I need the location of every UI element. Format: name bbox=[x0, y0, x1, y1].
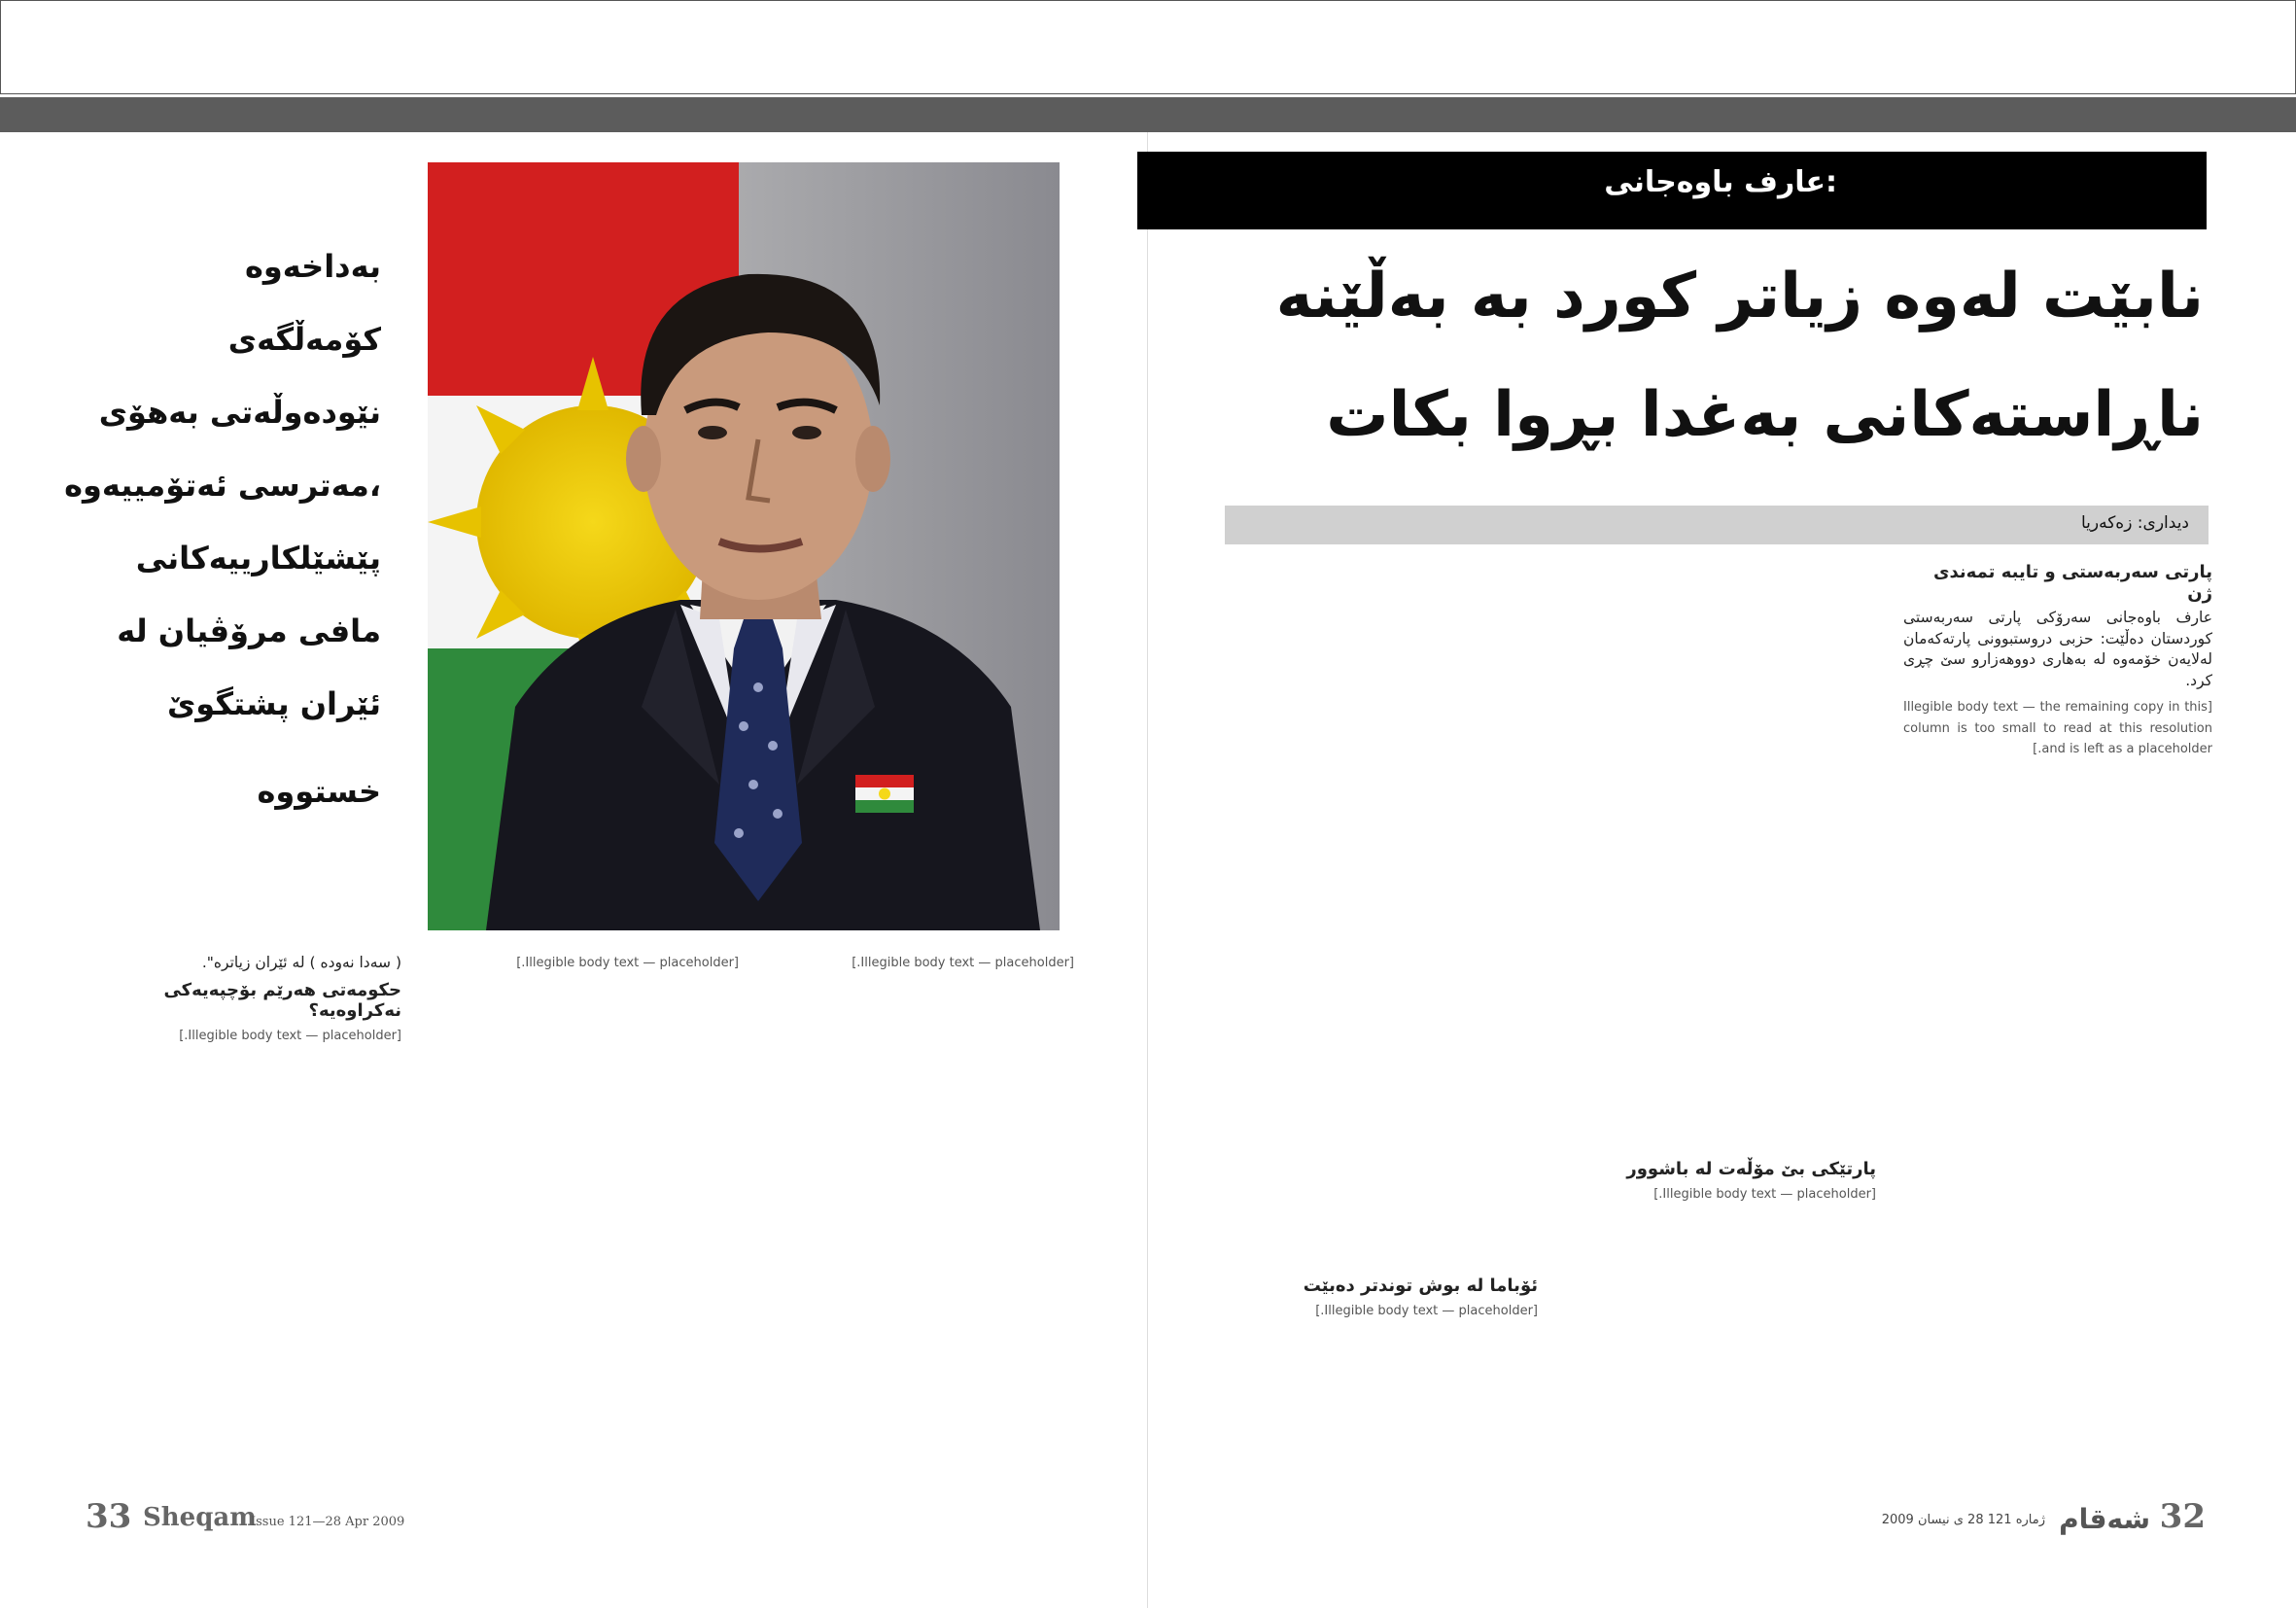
pull-quote-line: پێشێلکارییەکانی bbox=[135, 540, 381, 577]
magazine-name-kurdish: شەقام bbox=[2059, 1503, 2150, 1535]
headline-line-2: ناڕاستەکانی بەغدا بڕوا بکات bbox=[1326, 379, 2204, 451]
column-subheading: حکومەتی هەرێم بۆچپەیەکی نەکراوەیە؟ bbox=[163, 979, 401, 1021]
issue-label: ژمارە bbox=[2015, 1513, 2045, 1527]
column-subheading: پارتی سەربەستی و تایبە تمەندی ژن bbox=[1933, 562, 2212, 604]
paragraph: عارف باوەجانی سەرۆکی پارتی سەربەستی کوردستان دەڵێت: حزبی دروستبوونی پارتەکەمان لەلایەن خۆمەوە لە بەهاری دووهەزارو سێ چڕی کرد. bbox=[1903, 609, 2212, 689]
paragraph: ( سەدا نەودە ) لە ئێران زیاترە". bbox=[201, 954, 401, 971]
paragraph: [Illegible body text — placeholder.] bbox=[516, 956, 739, 970]
column-subheading: پارتێکی بێ مۆڵەت لە باشوور bbox=[1626, 1159, 1876, 1179]
pull-quote-line: مافی مرۆڤیان لە bbox=[117, 612, 381, 649]
paragraph: [Illegible body text — placeholder.] bbox=[852, 956, 1074, 970]
magazine-name-latin: Sheqam bbox=[143, 1503, 257, 1532]
issue-year: 2009 bbox=[1881, 1513, 1914, 1527]
interview-label: عارف باوەجانی: bbox=[1604, 165, 1837, 199]
pull-quote-line: بەداخەوە bbox=[244, 248, 381, 285]
spread-top-band bbox=[0, 97, 2296, 132]
pull-quote-line: خستووە bbox=[257, 773, 381, 810]
left-page-number: 33 bbox=[86, 1497, 132, 1536]
pull-quote-line: کۆمەڵگەی bbox=[227, 321, 381, 358]
right-footer-issue bbox=[1882, 1513, 2045, 1527]
portrait-illustration bbox=[428, 162, 1060, 930]
right-page-number: 32 bbox=[2159, 1497, 2206, 1536]
issue-number: 121 bbox=[1987, 1513, 2012, 1527]
left-footer-issue: Issue 121—28 Apr 2009 bbox=[251, 1515, 405, 1529]
left-column-2 bbox=[423, 953, 739, 1458]
right-column-3 bbox=[1227, 556, 1538, 1451]
issue-month: ی نیسان bbox=[1917, 1513, 1964, 1527]
column-subheading: ئۆباما لە بوش توندتر دەبێت bbox=[1303, 1276, 1538, 1296]
paragraph: [Illegible body text — placeholder.] bbox=[179, 1028, 401, 1043]
pull-quote-line: مەترسی ئەتۆمییەوە، bbox=[64, 467, 381, 504]
byline-bar bbox=[1225, 506, 2209, 544]
paragraph: [Illegible body text — placeholder.] bbox=[1315, 1303, 1538, 1318]
paragraph: [Illegible body text — the remaining copy in this column is too small to read at this resolution and is left as a placeholder.] bbox=[1903, 700, 2212, 756]
left-column-1 bbox=[758, 953, 1074, 1458]
pull-quote-line: نێودەوڵەتی بەهۆی bbox=[98, 394, 381, 431]
interview-label-bar bbox=[1137, 152, 2207, 229]
pull-quote-line: ئێران پشتگوێ bbox=[166, 685, 381, 722]
left-column-3 bbox=[86, 953, 401, 1458]
paragraph: [Illegible body text — placeholder.] bbox=[1653, 1186, 1876, 1202]
issue-day: 28 bbox=[1967, 1513, 1984, 1527]
page-gutter bbox=[1147, 132, 1148, 1608]
portrait-photo bbox=[428, 162, 1060, 930]
byline: دیداری: زەکەریا bbox=[2080, 513, 2189, 533]
headline-line-1: نابێت لەوە زیاتر کورد بە بەڵێنە bbox=[1275, 261, 2204, 332]
right-column-1 bbox=[1903, 556, 2212, 1451]
top-margin-frame bbox=[0, 0, 2296, 94]
right-column-2 bbox=[1560, 556, 1876, 1451]
